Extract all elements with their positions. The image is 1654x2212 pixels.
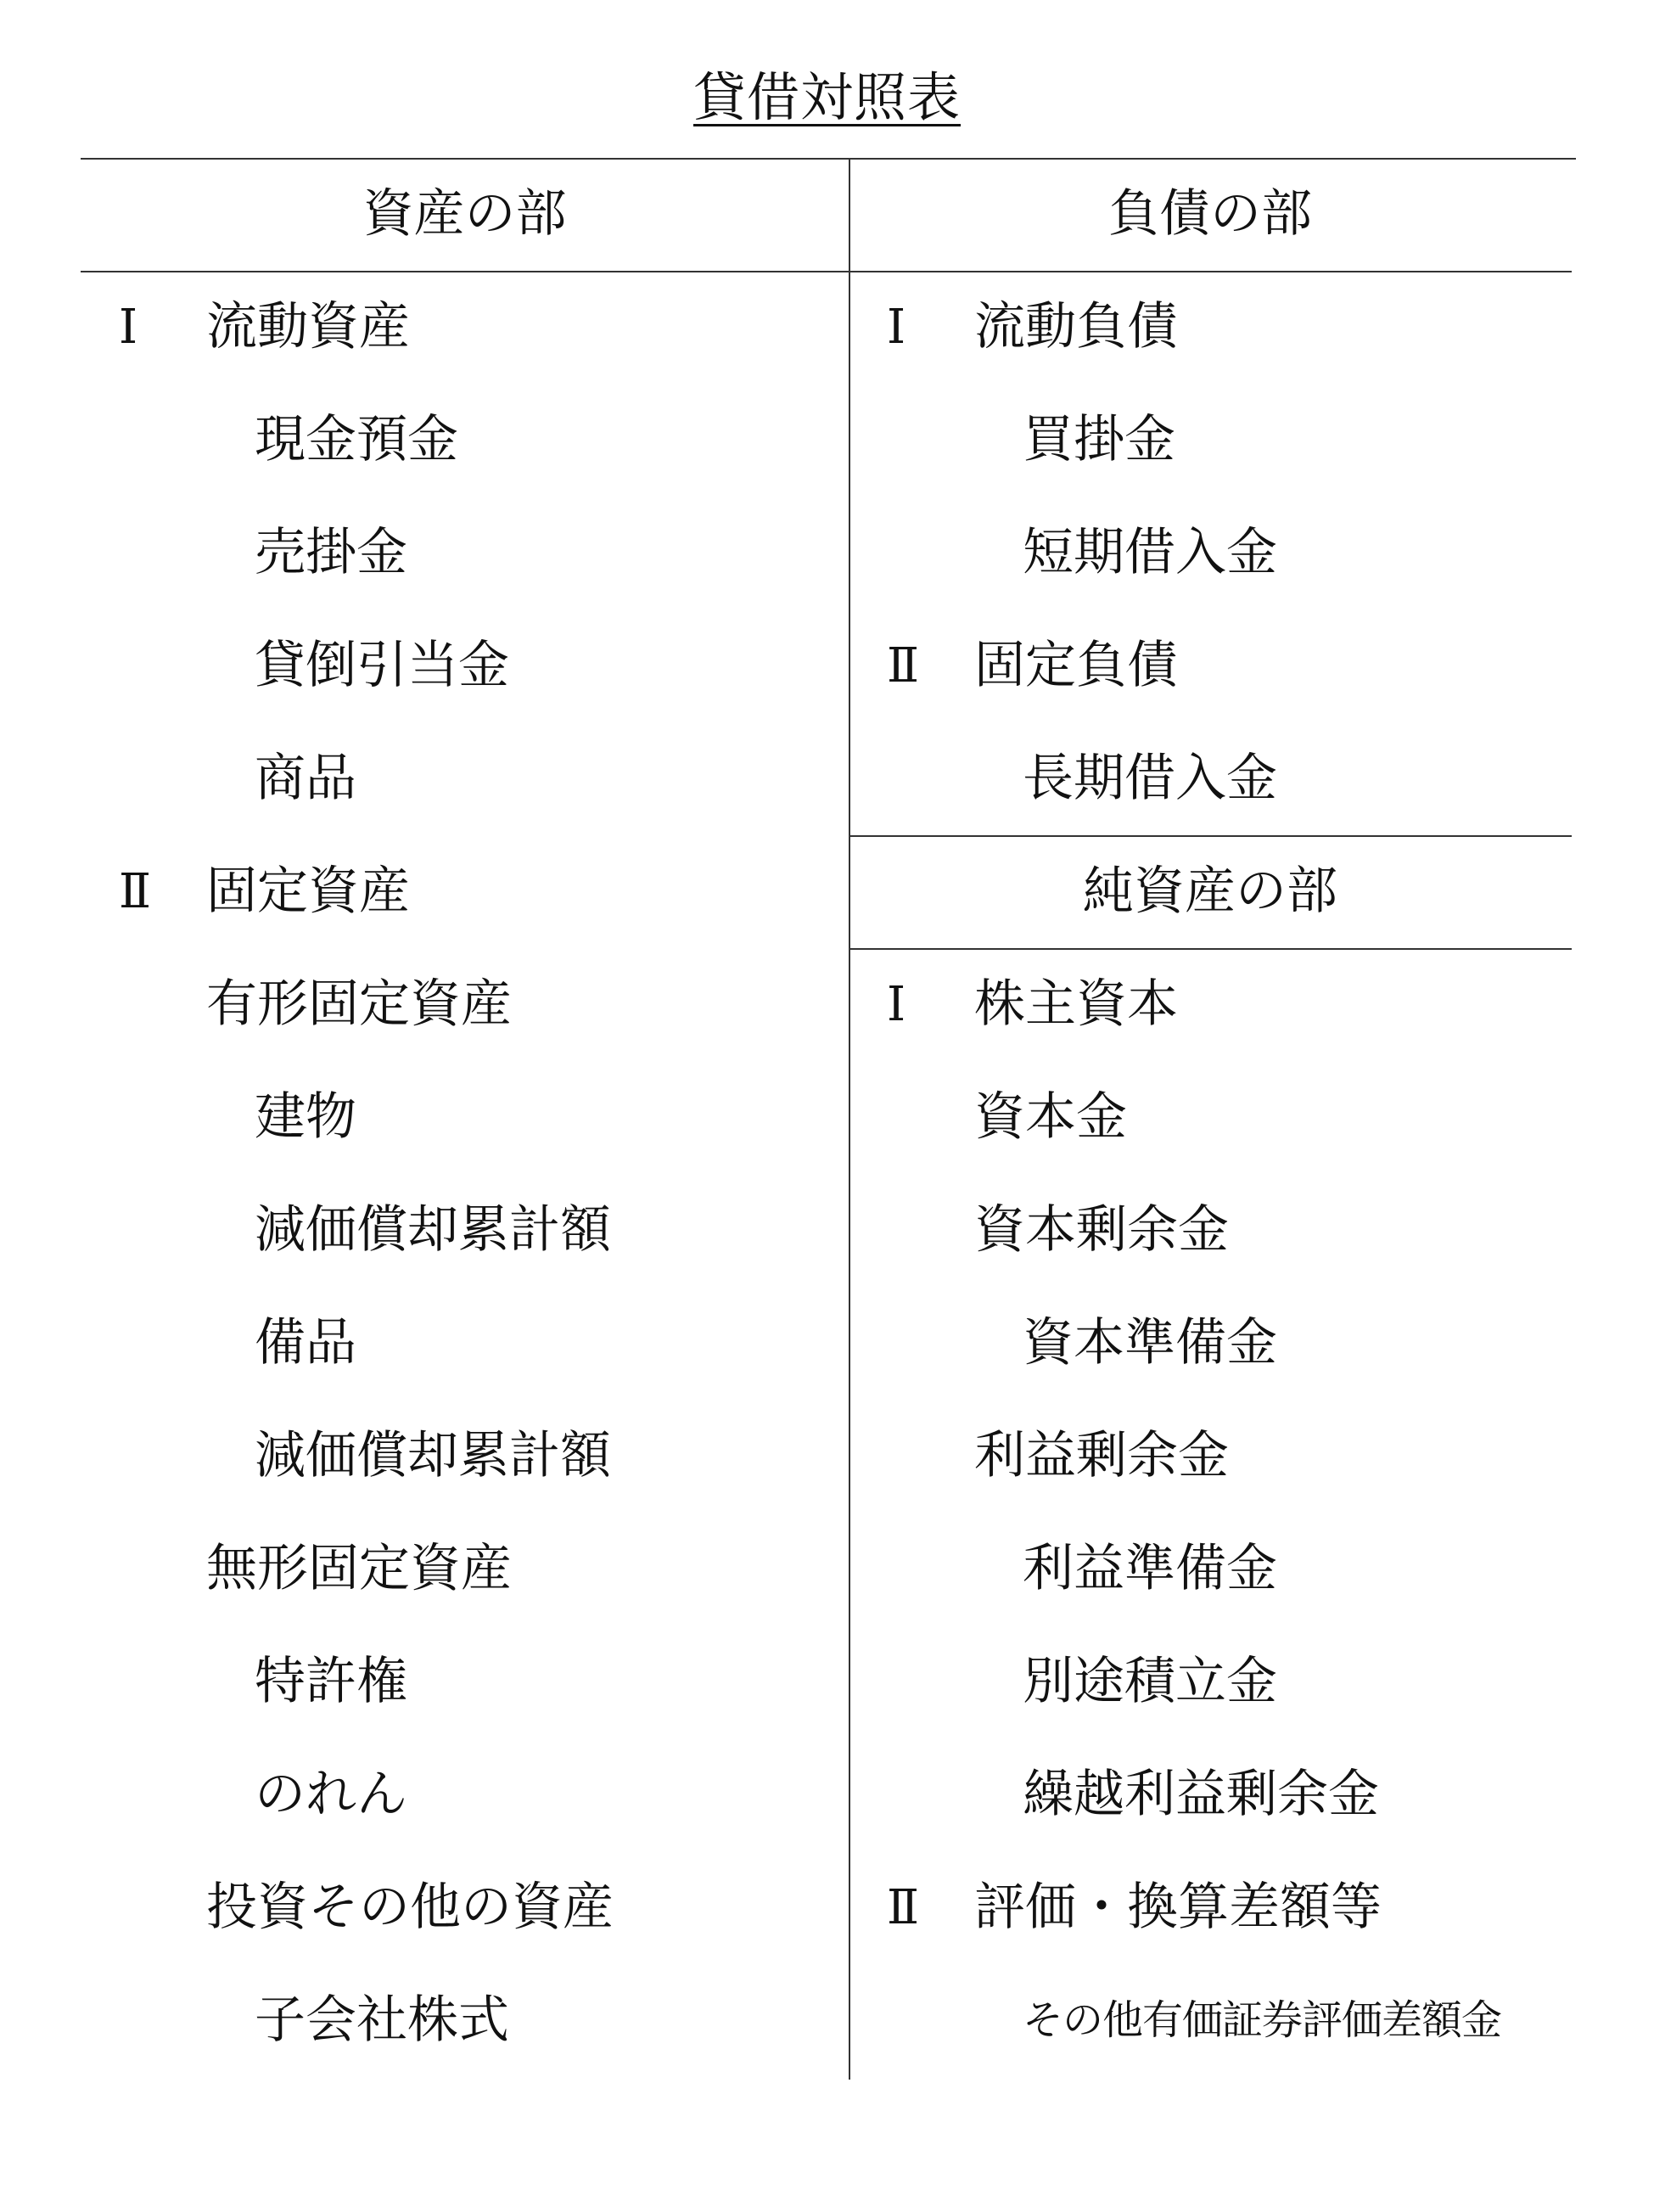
line-item-label: 固定負債 xyxy=(974,636,1178,695)
line-item-label: 売掛金 xyxy=(255,523,407,582)
liabilities-header: 負債の部 xyxy=(1108,184,1312,244)
line-item xyxy=(0,609,1654,722)
line-item-label: 固定資産 xyxy=(206,862,410,921)
line-item-label: 現金預金 xyxy=(255,410,458,469)
section-number: Ⅱ xyxy=(887,638,920,693)
title-text: 貸借対照表 xyxy=(692,66,961,128)
line-item xyxy=(0,384,1654,497)
line-item-label: 備品 xyxy=(255,1313,356,1373)
line-item-label: 貸倒引当金 xyxy=(255,636,509,695)
line-item-label: 減価償却累計額 xyxy=(255,1426,611,1485)
line-item-label: 流動負債 xyxy=(974,297,1178,357)
line-item-label: 資本準備金 xyxy=(1023,1313,1277,1373)
line-item xyxy=(0,1513,1654,1625)
line-item-label: 買掛金 xyxy=(1023,410,1175,469)
line-item-label: 繰越利益剰余金 xyxy=(1023,1765,1379,1824)
assets-header: 資産の部 xyxy=(362,184,567,244)
line-item-label: 無形固定資産 xyxy=(206,1539,512,1598)
line-item xyxy=(0,722,1654,835)
line-item-label: のれん xyxy=(255,1765,407,1824)
line-item xyxy=(0,1738,1654,1851)
section-number: Ⅱ xyxy=(119,864,152,919)
line-item-label: 投資その他の資産 xyxy=(206,1878,614,1937)
line-item-label: 長期借入金 xyxy=(1023,749,1277,808)
line-item xyxy=(0,1061,1654,1174)
line-item-label: 短期借入金 xyxy=(1023,523,1277,582)
line-item-label: 流動資産 xyxy=(206,297,410,357)
line-item xyxy=(0,948,1654,1061)
line-item-label: 別途積立金 xyxy=(1023,1652,1277,1711)
line-item xyxy=(0,1287,1654,1400)
line-item xyxy=(0,1964,1654,2077)
page-title xyxy=(0,59,1654,136)
line-item-label: 株主資本 xyxy=(974,974,1178,1034)
line-item-label: 建物 xyxy=(255,1087,356,1147)
line-item-label: 子会社株式 xyxy=(255,1990,509,2050)
line-item-label: 資本金 xyxy=(974,1087,1127,1147)
line-item-label: 資本剰余金 xyxy=(974,1200,1229,1260)
line-item xyxy=(0,1851,1654,1964)
line-item xyxy=(0,1400,1654,1513)
line-item xyxy=(0,835,1654,948)
line-item-label: 利益準備金 xyxy=(1023,1539,1277,1598)
line-item xyxy=(0,1174,1654,1287)
net-assets-header: 純資産の部 xyxy=(1083,862,1337,921)
section-number: Ⅰ xyxy=(887,300,906,355)
line-item-label: 有形固定資産 xyxy=(206,974,512,1034)
line-item xyxy=(0,1625,1654,1738)
section-number: Ⅱ xyxy=(887,1880,920,1935)
line-item-label: 評価・換算差額等 xyxy=(974,1878,1382,1937)
line-item xyxy=(0,497,1654,609)
section-number: Ⅰ xyxy=(119,300,138,355)
line-item-label: 減価償却累計額 xyxy=(255,1200,611,1260)
line-item xyxy=(0,271,1654,384)
section-number: Ⅰ xyxy=(887,977,906,1032)
line-item-label: その他有価証券評価差額金 xyxy=(1023,1996,1502,2044)
line-item-label: 特許権 xyxy=(255,1652,407,1711)
line-item-label: 利益剰余金 xyxy=(974,1426,1229,1485)
line-item-label: 商品 xyxy=(255,749,356,808)
